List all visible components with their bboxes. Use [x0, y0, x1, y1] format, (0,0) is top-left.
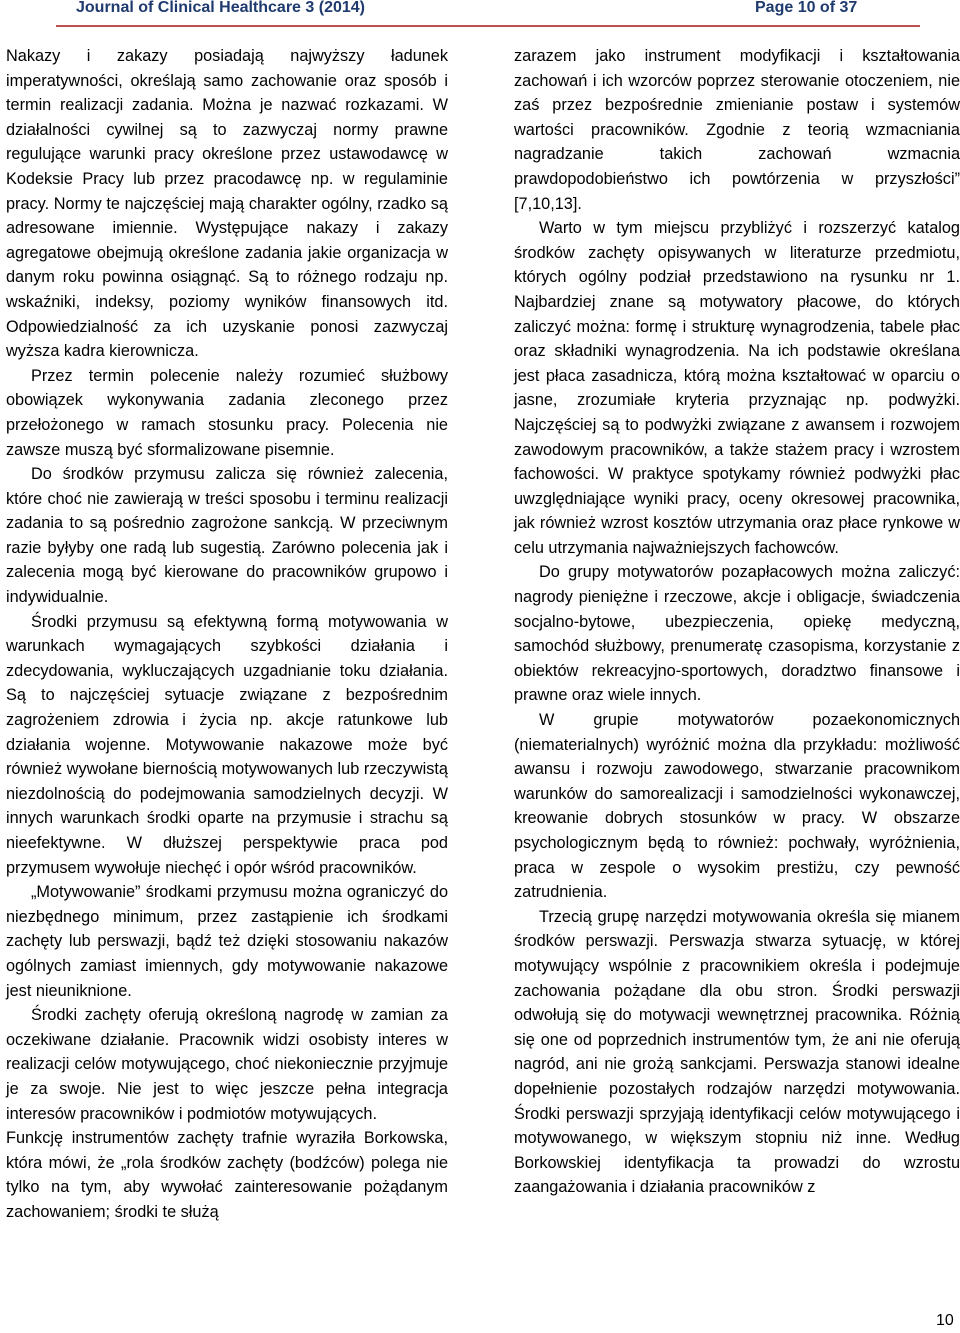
paragraph: Środki zachęty oferują określoną nagrodę w zamian za oczekiwane działanie. Pracownik widzi osobisty interes w realizacji celów motywującego, choć niekoniecznie przyjmuje je za swoje. Nie jest to więc jeszcze pełna integracja interesów pracowników i podmiotów motywujących.	[6, 1006, 448, 1123]
paragraph: Warto w tym miejscu przybliżyć i rozszerzyć katalog środków zachęty opisywanych w literaturze przedmiotu, których ogólny podział przedstawiono na rysunku nr 1. Najbardziej znane są motywatory płacowe, do których zaliczyć można: formę i strukturę wynagrodzenia, tabele płac oraz składniki wynagrodzenia. Na ich podstawie określana jest płaca zasadnicza, którą można kształtować w oparciu o jasne, zrozumiałe kryteria przyznając np. podwyżki. Najczęściej są to podwyżki związane z awansem i rozwojem zawodowym pracowników, a także stażem pracy i wzrostem fachowości. W praktyce spotykamy również podwyżki płac uwzględniające wyniki pracy, oceny okresowej pracownika, jak również wzrost kosztów utrzymania oraz płace rynkowe w celu utrzymania najważniejszych fachowców.	[514, 219, 960, 557]
left-column	[6, 44, 448, 1225]
paragraph: Środki przymusu są efektywną formą motywowania w warunkach wymagających szybkości działania i zdecydowania, wykluczających uzgadnianie toku działania. Są to najczęściej sytuacje związane z bezpośrednim zagrożeniem zdrowia i życia np. akcje ratunkowe lub działania wojenne. Motywowanie nakazowe może być również wywołane biernością motywowanych lub rzeczywistą niezdolnością do podejmowania samodzielnych decyzji. W innych warunkach środki oparte na przymusie i strachu są nieefektywne. W dłuższej perspektywie praca pod przymusem wywołuje niechęć i opór wśród pracowników.	[6, 612, 448, 877]
right-column	[514, 44, 960, 1200]
page-number: 10	[936, 1312, 954, 1329]
header-rule	[56, 25, 920, 27]
paragraph: Do grupy motywatorów pozapłacowych można zaliczyć: nagrody pieniężne i rzeczowe, akcje i obligacje, świadczenia socjalno-bytowe, ubezpieczenia, opiekę medyczną, samochód służbowy, prenumeratę czasopisma, korzystanie z obiektów rekreacyjno-sportowych, doradztwo finansowe i prawne oraz wiele innych.	[514, 563, 960, 705]
paragraph: W grupie motywatorów pozaekonomicznych (niematerialnych) wyróżnić można dla przykładu: możliwość awansu i rozwoju zawodowego, stwarzanie pracownikom warunków do samorealizacji i samodzielności wykonawczej, kreowanie dobrych stosunków w pracy. W obszarze psychologicznym będą to również: pochwały, wyróżnienia, praca w zespole o wysokim prestiżu, czy pewność zatrudnienia.	[514, 711, 960, 902]
paragraph: „Motywowanie” środkami przymusu można ograniczyć do niezbędnego minimum, przez zastąpienie ich środkami zachęty lub perswazji, bądź też dzięki stosowaniu nakazów ogólnych zamiast imiennych, gdy motywowanie nakazowe jest nieuniknione.	[6, 883, 448, 1000]
page-indicator: Page 10 of 37	[755, 0, 858, 16]
paragraph: Przez termin polecenie należy rozumieć służbowy obowiązek wykonywania zadania zleconego przez przełożonego w ramach stosunku pracy. Polecenia nie zawsze muszą być sformalizowane pisemnie.	[6, 366, 448, 459]
paragraph: Trzecią grupę narzędzi motywowania określa się mianem środków perswazji. Perswazja stwarza sytuację, w której motywujący wspólnie z pracownikiem określa i podejmuje zachowania pożądane dla obu stron. Środki perswazji odwołują się do motywacji wewnętrznej pracownika. Różnią się one od poprzednich instrumentów tym, że ani nie oferują nagród, ani nie grożą sankcjami. Perswazja stanowi idealne dopełnienie pozostałych rodzajów narzędzi motywowania. Środki perswazji sprzyjają identyfikacji celów motywującego i motywowanego, w większym stopniu niż inne. Według Borkowskiej identyfikacja ta prowadzi do wzrostu zaangażowania i działania pracowników z	[514, 907, 960, 1197]
journal-title: Journal of Clinical Healthcare 3 (2014)	[76, 0, 365, 16]
paragraph: Funkcję instrumentów zachęty trafnie wyraziła Borkowska, która mówi, że „rola środków zachęty (bodźców) polega nie tylko na tym, aby wywołać zainteresowanie pożądanym zachowaniem; środki te służą	[6, 1129, 448, 1221]
paragraph: zarazem jako instrument modyfikacji i kształtowania zachowań i ich wzorców poprzez sterowanie otoczeniem, nie zaś przez bezpośrednie zmienianie postaw i systemów wartości pracowników. Zgodnie z teorią wzmacniania nagradzanie takich zachowań wzmacnia prawdopodobieństwo ich powtórzenia w przyszłości” [7,10,13].	[514, 47, 960, 213]
paragraph: Do środków przymusu zalicza się również zalecenia, które choć nie zawierają w treści sposobu i terminu realizacji zadania to są pośrednio zagrożone sankcją. W przeciwnym razie byłyby one radą lub sugestią. Zarówno polecenia jak i zalecenia mogą być kierowane do pracowników grupowo i indywidualnie.	[6, 465, 448, 607]
page-header	[0, 0, 960, 22]
paragraph: Nakazy i zakazy posiadają najwyższy ładunek imperatywności, określają samo zachowanie oraz sposób i termin realizacji zadania. Można je nazwać rozkazami. W działalności cywilnej są to zazwyczaj normy prawne regulujące warunki pracy określone przez ustawodawcę w Kodeksie Pracy lub przez pracodawcę np. w regulaminie pracy. Normy te najczęściej mają charakter ogólny, rzadko są adresowane imiennie. Występujące nakazy i zakazy agregatowe obejmują określone zadania jakie organizacja w danym roku powinna osiągnąć. Są to różnego rodzaju np. wskaźniki, indeksy, poziomy wyników finansowych itd. Odpowiedzialność za ich uzyskanie ponosi zazwyczaj wyższa kadra kierownicza.	[6, 47, 448, 361]
